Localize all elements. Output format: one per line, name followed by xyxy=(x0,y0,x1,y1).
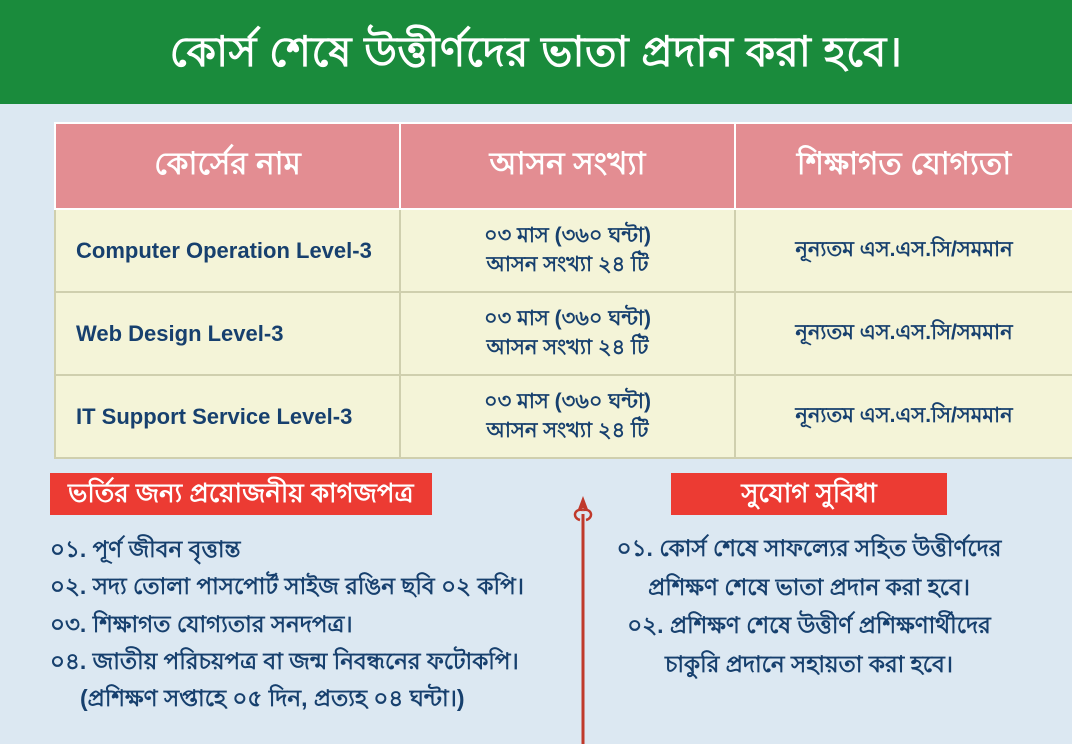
table-body xyxy=(55,209,1072,458)
course-table xyxy=(54,122,1072,459)
table-row xyxy=(55,375,1072,458)
cell-seats-line2: আসন সংখ্যা ২৪ টি xyxy=(486,252,649,276)
table-row xyxy=(55,292,1072,375)
course-table-container xyxy=(54,122,1072,459)
list-item: চাকুরি প্রদানে সহায়তা করা হবে। xyxy=(664,650,954,677)
column-header-seats: আসন সংখ্যা xyxy=(400,123,735,209)
benefits-panel xyxy=(536,473,1072,717)
table-header-row xyxy=(55,123,1072,209)
list-item: ০৪. জাতীয় পরিচয়পত্র বা জন্ম নিবন্ধনের ফটোকপি। xyxy=(50,647,519,674)
list-item: প্রশিক্ষণ শেষে ভাতা প্রদান করা হবে। xyxy=(648,573,970,600)
cell-seats-line2: আসন সংখ্যা ২৪ টি xyxy=(486,418,649,442)
list-item: (প্রশিক্ষণ সপ্তাহে ০৫ দিন, প্রত্যহ ০৪ ঘন্টা।) xyxy=(80,685,465,711)
list-item: ০১. পূর্ণ জীবন বৃত্তান্ত xyxy=(50,536,241,562)
cell-qualification: নূন্যতম এস.এস.সি/সমমান xyxy=(735,292,1072,375)
documents-panel xyxy=(0,473,536,717)
page-banner xyxy=(0,0,1072,104)
cell-seats-line1: ০৩ মাস (৩৬০ ঘন্টা) xyxy=(484,390,651,414)
cell-course-name: IT Support Service Level-3 xyxy=(55,375,400,458)
cell-seats-line1: ০৩ মাস (৩৬০ ঘন্টা) xyxy=(484,307,651,331)
list-item: ০১. কোর্স শেষে সাফল্যের সহিত উত্তীর্ণদের xyxy=(616,535,1002,561)
cell-seats xyxy=(400,292,735,375)
column-header-qualification: শিক্ষাগত যোগ্যতা xyxy=(735,123,1072,209)
list-item: ০৩. শিক্ষাগত যোগ্যতার সনদপত্র। xyxy=(50,610,353,637)
documents-list xyxy=(50,531,536,717)
lower-section xyxy=(0,473,1072,717)
cell-seats xyxy=(400,375,735,458)
table-head xyxy=(55,123,1072,209)
cell-seats xyxy=(400,209,735,292)
benefits-panel-heading: সুযোগ সুবিধা xyxy=(671,473,947,515)
cell-seats-line1: ০৩ মাস (৩৬০ ঘন্টা) xyxy=(484,224,651,248)
benefits-heading-wrap xyxy=(546,473,1072,515)
benefits-list xyxy=(546,531,1072,681)
documents-panel-heading: ভর্তির জন্য প্রয়োজনীয় কাগজপত্র xyxy=(50,473,432,515)
cell-qualification: নূন্যতম এস.এস.সি/সমমান xyxy=(735,209,1072,292)
cell-seats-line2: আসন সংখ্যা ২৪ টি xyxy=(486,335,649,359)
list-item: ০২. সদ্য তোলা পাসপোর্ট সাইজ রঙিন ছবি ০২ কপি। xyxy=(50,573,524,600)
table-row xyxy=(55,209,1072,292)
banner-title: কোর্স শেষে উত্তীর্ণদের ভাতা প্রদান করা হবে। xyxy=(169,28,903,75)
cell-course-name: Computer Operation Level-3 xyxy=(55,209,400,292)
list-item: ০২. প্রশিক্ষণ শেষে উত্তীর্ণ প্রশিক্ষণার্থীদের xyxy=(627,612,991,638)
cell-course-name: Web Design Level-3 xyxy=(55,292,400,375)
column-header-course-name: কোর্সের নাম xyxy=(55,123,400,209)
cell-qualification: নূন্যতম এস.এস.সি/সমমান xyxy=(735,375,1072,458)
